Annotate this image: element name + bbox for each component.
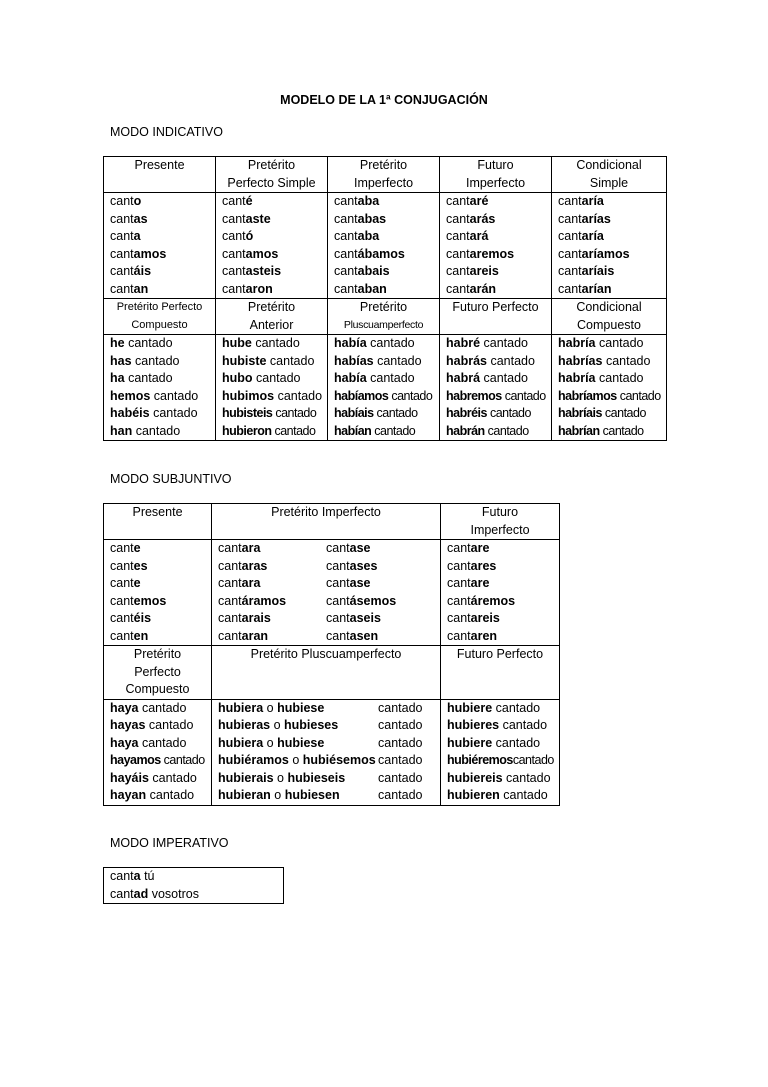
- verb-form: han cantado: [110, 423, 181, 438]
- verb-ending: o: [133, 194, 142, 208]
- verb-form: habréis cantado: [446, 406, 531, 420]
- auxiliary-verb: hubieseis: [287, 770, 346, 785]
- auxiliary-verb: hayáis: [110, 770, 149, 785]
- verb-ending: ábamos: [357, 246, 405, 261]
- verb-form: [218, 770, 440, 788]
- verb-ending: arás: [469, 211, 496, 226]
- conjugation-cell: [328, 193, 440, 299]
- verb-ending: ara: [241, 576, 261, 590]
- verb-form: canté: [222, 194, 253, 208]
- subjuntivo-table: [103, 503, 560, 806]
- conjugation-cell: [328, 335, 440, 441]
- auxiliary-verb: ha: [110, 371, 125, 385]
- auxiliary-verb: hubieron: [222, 423, 272, 438]
- form-ra: cantara: [218, 541, 261, 555]
- subjuntivo-heading: MODO SUBJUNTIVO: [110, 472, 232, 486]
- auxiliary-verb: habría: [558, 336, 596, 350]
- verb-ending: aban: [357, 281, 387, 296]
- verb-form: [218, 558, 440, 576]
- verb-form: canta tú: [110, 869, 155, 883]
- verb-form: habríais cantado: [558, 406, 646, 420]
- verb-ending: ará: [469, 229, 489, 243]
- verb-form: cante: [110, 576, 141, 590]
- auxiliary-verb: hubierais: [218, 770, 274, 785]
- verb-form: cantarás: [446, 211, 496, 226]
- conjugation-cell: [212, 540, 441, 646]
- verb-form: he cantado: [110, 336, 173, 350]
- verb-form: hubimos cantado: [222, 388, 323, 403]
- verb-ending: aremos: [469, 246, 515, 261]
- verb-form: habré cantado: [446, 336, 529, 350]
- verb-ending: ase: [349, 576, 371, 590]
- header-cell: Futuro Perfecto: [440, 299, 552, 335]
- auxiliary-verb: hubisteis: [222, 406, 273, 420]
- verb-form: [218, 540, 440, 558]
- auxiliary-verb: hubieras: [218, 718, 271, 732]
- auxiliary-verb: habíamos: [334, 388, 389, 403]
- verb-ending: e: [133, 541, 141, 555]
- verb-ending: ares: [470, 558, 497, 573]
- verb-form: [218, 628, 440, 646]
- verb-form: cantó: [222, 229, 254, 243]
- participle: cantado: [378, 700, 423, 715]
- auxiliary-verb: hayas: [110, 718, 146, 732]
- verb-ending: asen: [349, 628, 379, 643]
- verb-ending: amos: [133, 246, 167, 261]
- verb-form: [218, 593, 440, 611]
- participle: cantado: [378, 788, 423, 802]
- auxiliary-verb: habías: [334, 353, 374, 368]
- auxiliary-pair: hubierais o hubieseis: [218, 770, 346, 785]
- verb-form: cantemos: [110, 593, 167, 608]
- indicativo-compound-header-row: [104, 299, 667, 335]
- verb-form: hube cantado: [222, 336, 300, 350]
- verb-form: cantares: [447, 558, 497, 573]
- auxiliary-pair: hubiera o hubiese: [218, 700, 325, 715]
- verb-form: habría cantado: [558, 371, 644, 385]
- verb-ending: arías: [581, 211, 611, 226]
- verb-ending: é: [245, 194, 253, 208]
- verb-ending: aste: [245, 211, 271, 226]
- verb-form: ha cantado: [110, 371, 173, 385]
- verb-form: hayáis cantado: [110, 770, 197, 785]
- verb-ending: áremos: [470, 593, 516, 608]
- form-ra: cantáramos: [218, 593, 287, 608]
- verb-form: habremos cantado: [446, 388, 546, 403]
- verb-ending: a: [133, 229, 141, 243]
- auxiliary-verb: había: [334, 371, 367, 385]
- conjugation-cell: [104, 540, 212, 646]
- auxiliary-verb: hubieres: [447, 718, 500, 732]
- imperativo-table: [103, 867, 284, 904]
- verb-ending: arais: [241, 611, 271, 625]
- auxiliary-verb: hubiere: [447, 700, 493, 715]
- subjuntivo-compound-forms-row: [104, 699, 560, 805]
- auxiliary-verb: hubiera: [218, 735, 264, 750]
- header-cell: Futuro Imperfecto: [440, 157, 552, 193]
- verb-ending: e: [133, 576, 141, 590]
- verb-form: habrás cantado: [446, 353, 535, 368]
- header-cell: Presente: [104, 157, 216, 193]
- participle: cantado: [378, 718, 423, 732]
- verb-form: cantaban: [334, 281, 387, 296]
- verb-form: cantad vosotros: [110, 886, 199, 901]
- verb-form: cante: [110, 541, 141, 555]
- auxiliary-verb: habréis: [446, 406, 487, 420]
- verb-form: cantáis: [110, 264, 152, 278]
- form-se: cantase: [326, 541, 371, 555]
- verb-form: hubisteis cantado: [222, 406, 317, 420]
- verb-ending: an: [133, 281, 149, 296]
- auxiliary-verb: hemos: [110, 388, 151, 403]
- auxiliary-verb: había: [334, 336, 367, 350]
- auxiliary-verb: hubiere: [447, 735, 493, 750]
- verb-form: cantaba: [334, 229, 380, 243]
- header-cell: Futuro Imperfecto: [441, 504, 560, 540]
- verb-ending: éis: [133, 611, 152, 625]
- verb-form: canten: [110, 628, 149, 643]
- header-cell: Pretérito Perfecto Compuesto: [104, 646, 212, 700]
- conjugation-cell: [216, 335, 328, 441]
- header-cell: Pretérito Perfecto Compuesto: [104, 299, 216, 335]
- verb-ending: arán: [469, 281, 497, 296]
- auxiliary-verb: he: [110, 336, 125, 350]
- participle: cantado: [378, 770, 423, 785]
- header-cell: Condicional Simple: [552, 157, 667, 193]
- indicativo-table: [103, 156, 667, 441]
- verb-form: has cantado: [110, 353, 180, 368]
- auxiliary-verb: hubo: [222, 371, 253, 385]
- verb-form: había cantado: [334, 371, 415, 385]
- verb-form: [218, 575, 440, 593]
- form-ra: cantara: [218, 576, 261, 590]
- conjugation-cell: [104, 335, 216, 441]
- verb-form: cantarán: [446, 281, 497, 296]
- verb-ending: ásemos: [349, 593, 397, 608]
- conjugation-cell: [216, 193, 328, 299]
- verb-form: habrá cantado: [446, 371, 529, 385]
- verb-ending: aría: [581, 194, 604, 208]
- verb-ending: as: [133, 211, 148, 226]
- verb-ending: en: [133, 628, 149, 643]
- auxiliary-verb: hubiésemos: [302, 753, 376, 767]
- verb-form: habría cantado: [558, 336, 644, 350]
- form-ra: cantaran: [218, 628, 269, 643]
- verb-form: cantaríais: [558, 264, 615, 278]
- verb-form: cantabas: [334, 211, 387, 226]
- auxiliary-verb: habríais: [558, 406, 602, 420]
- auxiliary-verb: habríamos: [558, 388, 617, 403]
- verb-ending: asteis: [245, 264, 282, 278]
- imperativo-row: [104, 868, 284, 904]
- header-cell: Futuro Perfecto: [441, 646, 560, 700]
- form-se: cantaseis: [326, 611, 381, 625]
- verb-form: habríamos cantado: [558, 388, 661, 403]
- conjugation-cell: [440, 193, 552, 299]
- verb-form: hubiste cantado: [222, 353, 315, 368]
- conjugation-cell: [441, 540, 560, 646]
- conjugation-cell: [552, 193, 667, 299]
- verb-form: cantaría: [558, 229, 604, 243]
- participle: cantado: [378, 735, 423, 750]
- header-cell: Pretérito Imperfecto: [328, 157, 440, 193]
- auxiliary-verb: habrás: [446, 353, 487, 368]
- header-cell: Pretérito Imperfecto: [212, 504, 441, 540]
- auxiliary-verb: habíais: [334, 406, 374, 420]
- verb-ending: are: [470, 541, 490, 555]
- verb-form: hubiéremoscantado: [447, 753, 554, 767]
- form-se: cantase: [326, 576, 371, 590]
- verb-form: cantará: [446, 229, 489, 243]
- auxiliary-verb: habían: [334, 423, 372, 438]
- auxiliary-verb: hubimos: [222, 388, 275, 403]
- auxiliary-verb: hubieses: [284, 718, 339, 732]
- conjugation-cell: [104, 868, 284, 904]
- verb-form: cantaré: [446, 194, 489, 208]
- verb-form: hayas cantado: [110, 718, 194, 732]
- verb-form: [218, 752, 440, 770]
- auxiliary-verb: hubiéremos: [447, 753, 513, 767]
- verb-form: habrán cantado: [446, 423, 529, 438]
- verb-form: cantareis: [446, 264, 499, 278]
- subjuntivo-simple-forms-row: [104, 540, 560, 646]
- verb-ending: emos: [133, 593, 167, 608]
- page-title: MODELO DE LA 1ª CONJUGACIÓN: [280, 93, 488, 107]
- verb-ending: areis: [470, 611, 500, 625]
- verb-form: cantas: [110, 211, 148, 226]
- verb-form: cantareis: [447, 611, 500, 625]
- auxiliary-verb: haya: [110, 735, 139, 750]
- form-se: cantases: [326, 558, 378, 573]
- form-se: cantásemos: [326, 593, 397, 608]
- verb-ending: ases: [349, 558, 378, 573]
- verb-form: habían cantado: [334, 423, 416, 438]
- header-cell: Condicional Compuesto: [552, 299, 667, 335]
- verb-ending: aran: [241, 628, 269, 643]
- verb-ending: ase: [349, 541, 371, 555]
- verb-form: cantan: [110, 281, 149, 296]
- subjuntivo-compound-header-row: [104, 646, 560, 700]
- verb-ending: ad: [133, 886, 149, 901]
- conjugation-cell: [440, 335, 552, 441]
- header-cell: Pretérito Perfecto Simple: [216, 157, 328, 193]
- verb-form: cantaste: [222, 211, 271, 226]
- auxiliary-verb: habría: [558, 371, 596, 385]
- verb-ending: aseis: [349, 611, 381, 625]
- verb-form: hubiereis cantado: [447, 770, 551, 785]
- verb-ending: aras: [241, 558, 268, 573]
- conjugation-cell: [552, 335, 667, 441]
- verb-form: hubieres cantado: [447, 718, 548, 732]
- auxiliary-verb: han: [110, 423, 133, 438]
- conjugation-cell: [104, 699, 212, 805]
- auxiliary-verb: has: [110, 353, 132, 368]
- indicativo-compound-forms-row: [104, 335, 667, 441]
- auxiliary-verb: habré: [446, 336, 481, 350]
- verb-form: [218, 717, 440, 735]
- header-cell: Presente: [104, 504, 212, 540]
- participle: cantado: [378, 753, 423, 767]
- verb-ending: abais: [357, 264, 390, 278]
- verb-form: habéis cantado: [110, 406, 198, 420]
- auxiliary-pair: hubiéramos o hubiésemos: [218, 753, 376, 767]
- conjugation-cell: [441, 699, 560, 805]
- auxiliary-verb: hubieran: [218, 788, 271, 802]
- auxiliary-pair: hubieras o hubieses: [218, 718, 339, 732]
- verb-form: hayan cantado: [110, 788, 195, 802]
- verb-ending: ó: [245, 229, 254, 243]
- imperativo-heading: MODO IMPERATIVO: [110, 836, 229, 850]
- verb-form: haya cantado: [110, 735, 187, 750]
- verb-ending: aríamos: [581, 246, 630, 261]
- verb-ending: es: [133, 558, 148, 573]
- auxiliary-pair: hubieran o hubiesen: [218, 788, 340, 802]
- verb-ending: aría: [581, 229, 604, 243]
- auxiliary-verb: habrían: [558, 423, 600, 438]
- auxiliary-pair: hubiera o hubiese: [218, 735, 325, 750]
- auxiliary-verb: habrán: [446, 423, 485, 438]
- verb-form: canta: [110, 229, 141, 243]
- header-cell: Pretérito Pluscuamperfecto: [212, 646, 441, 700]
- verb-form: cantaba: [334, 194, 380, 208]
- verb-ending: arían: [581, 281, 612, 296]
- conjugation-cell: [104, 193, 216, 299]
- verb-form: hubiere cantado: [447, 700, 541, 715]
- auxiliary-verb: hubiesen: [284, 788, 340, 802]
- auxiliary-verb: hubiereis: [447, 770, 503, 785]
- auxiliary-verb: hube: [222, 336, 252, 350]
- auxiliary-verb: hubiese: [277, 735, 325, 750]
- indicativo-simple-header-row: [104, 157, 667, 193]
- verb-form: cantábamos: [334, 246, 405, 261]
- verb-form: cantes: [110, 558, 148, 573]
- auxiliary-verb: hubieren: [447, 788, 500, 802]
- auxiliary-verb: habrías: [558, 353, 603, 368]
- header-cell: Pretérito Anterior: [216, 299, 328, 335]
- form-se: cantasen: [326, 628, 379, 643]
- verb-form: cantabais: [334, 264, 390, 278]
- verb-form: cantaríamos: [558, 246, 630, 261]
- verb-form: hayamos cantado: [110, 753, 205, 767]
- verb-ending: ara: [241, 541, 261, 555]
- verb-ending: áramos: [241, 593, 287, 608]
- auxiliary-verb: hubiese: [277, 700, 325, 715]
- verb-ending: abas: [357, 211, 387, 226]
- auxiliary-verb: hubiéramos: [218, 753, 289, 767]
- verb-ending: aren: [470, 628, 498, 643]
- verb-form: cantaría: [558, 194, 604, 208]
- conjugation-cell: [212, 699, 441, 805]
- verb-form: cantéis: [110, 611, 152, 625]
- auxiliary-verb: habrá: [446, 371, 481, 385]
- indicativo-simple-forms-row: [104, 193, 667, 299]
- verb-form: hubieren cantado: [447, 788, 548, 802]
- verb-form: habíamos cantado: [334, 388, 433, 403]
- auxiliary-verb: habremos: [446, 388, 502, 403]
- verb-form: cantáremos: [447, 593, 516, 608]
- verb-form: cantaron: [222, 281, 273, 296]
- verb-form: habrías cantado: [558, 353, 651, 368]
- verb-form: cantarían: [558, 281, 612, 296]
- verb-form: habías cantado: [334, 353, 422, 368]
- verb-form: cantaren: [447, 628, 498, 643]
- verb-form: [218, 787, 440, 805]
- verb-form: había cantado: [334, 336, 415, 350]
- verb-ending: aron: [245, 281, 273, 296]
- verb-form: cantare: [447, 541, 490, 555]
- verb-form: cantaremos: [446, 246, 515, 261]
- verb-ending: are: [470, 576, 490, 590]
- auxiliary-verb: haya: [110, 700, 139, 715]
- verb-form: habrían cantado: [558, 423, 644, 438]
- verb-form: cantamos: [222, 246, 279, 261]
- verb-form: hemos cantado: [110, 388, 199, 403]
- verb-form: hubiere cantado: [447, 735, 541, 750]
- form-ra: cantarais: [218, 611, 271, 625]
- verb-form: haya cantado: [110, 700, 187, 715]
- header-cell: Pretérito Pluscuamperfecto: [328, 299, 440, 335]
- verb-form: [218, 610, 440, 628]
- verb-form: habíais cantado: [334, 406, 418, 420]
- form-ra: cantaras: [218, 558, 268, 573]
- auxiliary-verb: hayan: [110, 788, 147, 802]
- auxiliary-verb: hubiera: [218, 700, 264, 715]
- verb-form: cantasteis: [222, 264, 282, 278]
- auxiliary-verb: habéis: [110, 406, 150, 420]
- verb-form: cantamos: [110, 246, 167, 261]
- verb-ending: aba: [357, 229, 380, 243]
- verb-form: canto: [110, 194, 142, 208]
- verb-form: cantarías: [558, 211, 611, 226]
- auxiliary-verb: hubiste: [222, 353, 267, 368]
- verb-form: [218, 700, 440, 718]
- verb-form: hubieron cantado: [222, 423, 316, 438]
- auxiliary-verb: hayamos: [110, 753, 161, 767]
- verb-ending: áis: [133, 264, 152, 278]
- verb-form: hubo cantado: [222, 371, 301, 385]
- verb-form: [218, 735, 440, 753]
- verb-form: cantare: [447, 576, 490, 590]
- verb-ending: aré: [469, 194, 489, 208]
- verb-ending: aba: [357, 194, 380, 208]
- indicativo-heading: MODO INDICATIVO: [110, 125, 223, 139]
- subjuntivo-simple-header-row: [104, 504, 560, 540]
- verb-ending: a: [133, 869, 141, 883]
- verb-ending: areis: [469, 264, 499, 278]
- verb-ending: amos: [245, 246, 279, 261]
- verb-ending: aríais: [581, 264, 615, 278]
